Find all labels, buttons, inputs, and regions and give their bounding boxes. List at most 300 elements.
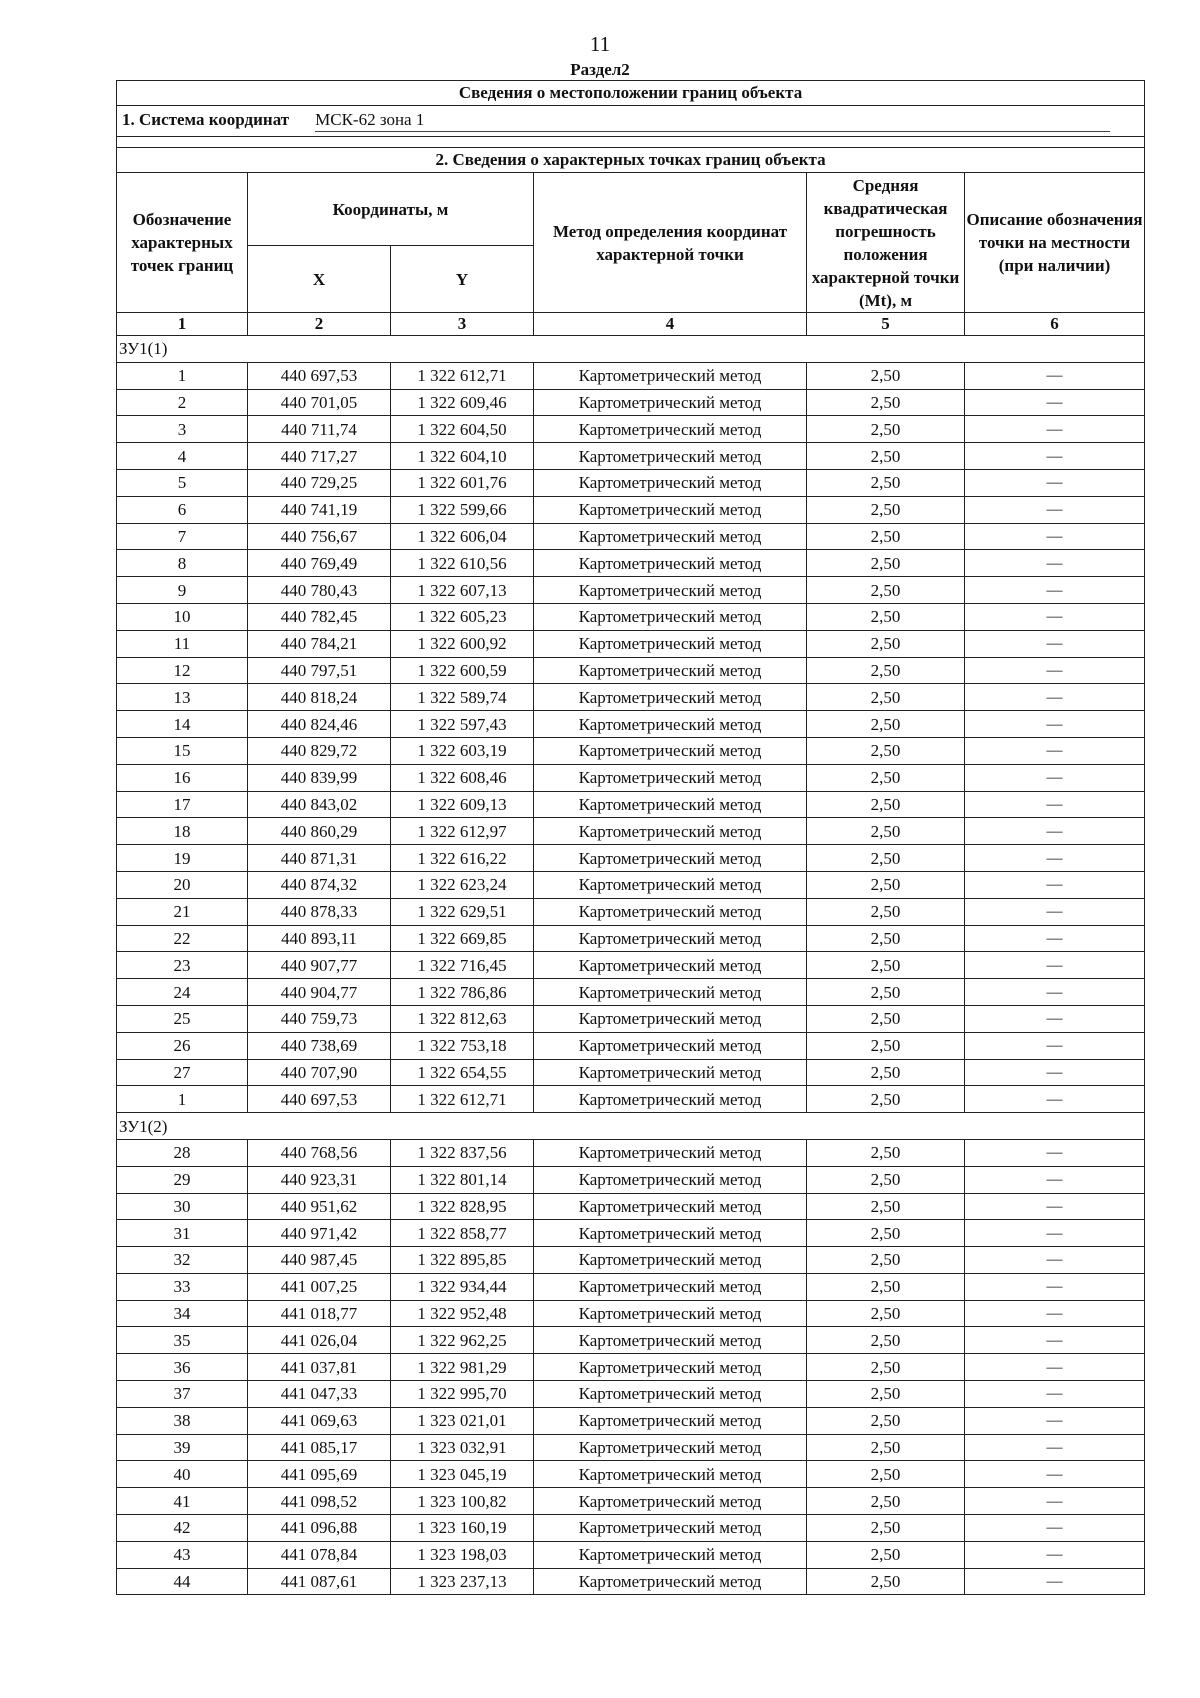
point-number-cell: 1 bbox=[117, 1086, 248, 1113]
method-cell: Картометрический метод bbox=[534, 737, 807, 764]
method-cell: Картометрический метод bbox=[534, 952, 807, 979]
description-cell: — bbox=[965, 845, 1145, 872]
table-row bbox=[117, 898, 1145, 925]
description-cell: — bbox=[965, 737, 1145, 764]
col-header-x: X bbox=[248, 246, 391, 313]
error-cell: 2,50 bbox=[807, 443, 965, 470]
col-header-designation: Обозначение характерных точек границ bbox=[117, 173, 248, 313]
error-cell: 2,50 bbox=[807, 1407, 965, 1434]
point-number-cell: 9 bbox=[117, 577, 248, 604]
table-row bbox=[117, 577, 1145, 604]
y-coordinate-cell: 1 322 609,13 bbox=[391, 791, 534, 818]
error-cell: 2,50 bbox=[807, 818, 965, 845]
point-number-cell: 21 bbox=[117, 898, 248, 925]
point-number-cell: 23 bbox=[117, 952, 248, 979]
description-cell: — bbox=[965, 550, 1145, 577]
col-number: 1 bbox=[117, 313, 248, 336]
x-coordinate-cell: 441 069,63 bbox=[248, 1407, 391, 1434]
point-number-cell: 24 bbox=[117, 979, 248, 1006]
x-coordinate-cell: 440 907,77 bbox=[248, 952, 391, 979]
method-cell: Картометрический метод bbox=[534, 979, 807, 1006]
x-coordinate-cell: 440 780,43 bbox=[248, 577, 391, 604]
y-coordinate-cell: 1 323 237,13 bbox=[391, 1568, 534, 1595]
x-coordinate-cell: 441 007,25 bbox=[248, 1273, 391, 1300]
description-cell: — bbox=[965, 523, 1145, 550]
table-row bbox=[117, 925, 1145, 952]
table-row bbox=[117, 1300, 1145, 1327]
method-cell: Картометрический метод bbox=[534, 496, 807, 523]
error-cell: 2,50 bbox=[807, 416, 965, 443]
error-cell: 2,50 bbox=[807, 1354, 965, 1381]
y-coordinate-cell: 1 322 589,74 bbox=[391, 684, 534, 711]
y-coordinate-cell: 1 322 612,97 bbox=[391, 818, 534, 845]
method-cell: Картометрический метод bbox=[534, 1193, 807, 1220]
x-coordinate-cell: 441 037,81 bbox=[248, 1354, 391, 1381]
error-cell: 2,50 bbox=[807, 1515, 965, 1542]
description-cell: — bbox=[965, 711, 1145, 738]
table-row bbox=[117, 1434, 1145, 1461]
point-number-cell: 14 bbox=[117, 711, 248, 738]
method-cell: Картометрический метод bbox=[534, 1488, 807, 1515]
method-cell: Картометрический метод bbox=[534, 630, 807, 657]
error-cell: 2,50 bbox=[807, 1005, 965, 1032]
x-coordinate-cell: 440 824,46 bbox=[248, 711, 391, 738]
point-number-cell: 26 bbox=[117, 1032, 248, 1059]
table-row bbox=[117, 1541, 1145, 1568]
description-cell: — bbox=[965, 1381, 1145, 1408]
x-coordinate-cell: 441 078,84 bbox=[248, 1541, 391, 1568]
table-row bbox=[117, 1086, 1145, 1113]
y-coordinate-cell: 1 323 045,19 bbox=[391, 1461, 534, 1488]
table-row bbox=[117, 1515, 1145, 1542]
y-coordinate-cell: 1 322 612,71 bbox=[391, 1086, 534, 1113]
method-cell: Картометрический метод bbox=[534, 1515, 807, 1542]
error-cell: 2,50 bbox=[807, 871, 965, 898]
method-cell: Картометрический метод bbox=[534, 523, 807, 550]
error-cell: 2,50 bbox=[807, 1247, 965, 1274]
error-cell: 2,50 bbox=[807, 898, 965, 925]
points-body bbox=[117, 336, 1145, 1595]
x-coordinate-cell: 440 784,21 bbox=[248, 630, 391, 657]
x-coordinate-cell: 440 874,32 bbox=[248, 871, 391, 898]
table-row bbox=[117, 1273, 1145, 1300]
description-cell: — bbox=[965, 389, 1145, 416]
col-header-coordinates: Координаты, м bbox=[248, 173, 534, 246]
x-coordinate-cell: 440 697,53 bbox=[248, 362, 391, 389]
x-coordinate-cell: 440 729,25 bbox=[248, 469, 391, 496]
table-row bbox=[117, 1166, 1145, 1193]
error-cell: 2,50 bbox=[807, 362, 965, 389]
point-number-cell: 5 bbox=[117, 469, 248, 496]
x-coordinate-cell: 441 098,52 bbox=[248, 1488, 391, 1515]
y-coordinate-cell: 1 322 612,71 bbox=[391, 362, 534, 389]
error-cell: 2,50 bbox=[807, 1434, 965, 1461]
error-cell: 2,50 bbox=[807, 1568, 965, 1595]
error-cell: 2,50 bbox=[807, 603, 965, 630]
method-cell: Картометрический метод bbox=[534, 443, 807, 470]
method-cell: Картометрический метод bbox=[534, 1166, 807, 1193]
description-cell: — bbox=[965, 496, 1145, 523]
point-number-cell: 38 bbox=[117, 1407, 248, 1434]
y-coordinate-cell: 1 322 952,48 bbox=[391, 1300, 534, 1327]
y-coordinate-cell: 1 322 812,63 bbox=[391, 1005, 534, 1032]
x-coordinate-cell: 440 782,45 bbox=[248, 603, 391, 630]
x-coordinate-cell: 441 018,77 bbox=[248, 1300, 391, 1327]
x-coordinate-cell: 440 759,73 bbox=[248, 1005, 391, 1032]
method-cell: Картометрический метод bbox=[534, 925, 807, 952]
point-number-cell: 13 bbox=[117, 684, 248, 711]
group-name: ЗУ1(1) bbox=[117, 336, 1145, 363]
col-number: 4 bbox=[534, 313, 807, 336]
y-coordinate-cell: 1 322 981,29 bbox=[391, 1354, 534, 1381]
description-cell: — bbox=[965, 416, 1145, 443]
method-cell: Картометрический метод bbox=[534, 550, 807, 577]
x-coordinate-cell: 440 971,42 bbox=[248, 1220, 391, 1247]
x-coordinate-cell: 441 096,88 bbox=[248, 1515, 391, 1542]
y-coordinate-cell: 1 322 604,50 bbox=[391, 416, 534, 443]
table-row bbox=[117, 684, 1145, 711]
error-cell: 2,50 bbox=[807, 657, 965, 684]
method-cell: Картометрический метод bbox=[534, 1139, 807, 1166]
error-cell: 2,50 bbox=[807, 577, 965, 604]
x-coordinate-cell: 441 087,61 bbox=[248, 1568, 391, 1595]
x-coordinate-cell: 440 860,29 bbox=[248, 818, 391, 845]
table-row bbox=[117, 1193, 1145, 1220]
method-cell: Картометрический метод bbox=[534, 1086, 807, 1113]
point-number-cell: 30 bbox=[117, 1193, 248, 1220]
table-row bbox=[117, 1139, 1145, 1166]
error-cell: 2,50 bbox=[807, 1273, 965, 1300]
description-cell: — bbox=[965, 603, 1145, 630]
description-cell: — bbox=[965, 1407, 1145, 1434]
description-cell: — bbox=[965, 898, 1145, 925]
error-cell: 2,50 bbox=[807, 389, 965, 416]
description-cell: — bbox=[965, 925, 1145, 952]
y-coordinate-cell: 1 322 669,85 bbox=[391, 925, 534, 952]
point-number-cell: 17 bbox=[117, 791, 248, 818]
x-coordinate-cell: 440 923,31 bbox=[248, 1166, 391, 1193]
table-row bbox=[117, 443, 1145, 470]
description-cell: — bbox=[965, 818, 1145, 845]
table-row bbox=[117, 952, 1145, 979]
point-number-cell: 36 bbox=[117, 1354, 248, 1381]
method-cell: Картометрический метод bbox=[534, 1327, 807, 1354]
table-row bbox=[117, 1327, 1145, 1354]
y-coordinate-cell: 1 322 607,13 bbox=[391, 577, 534, 604]
col-number: 3 bbox=[391, 313, 534, 336]
table-row bbox=[117, 362, 1145, 389]
method-cell: Картометрический метод bbox=[534, 603, 807, 630]
y-coordinate-cell: 1 322 623,24 bbox=[391, 871, 534, 898]
group-name: ЗУ1(2) bbox=[117, 1113, 1145, 1140]
description-cell: — bbox=[965, 1515, 1145, 1542]
description-cell: — bbox=[965, 952, 1145, 979]
y-coordinate-cell: 1 322 601,76 bbox=[391, 469, 534, 496]
y-coordinate-cell: 1 322 616,22 bbox=[391, 845, 534, 872]
description-cell: — bbox=[965, 1354, 1145, 1381]
description-cell: — bbox=[965, 1220, 1145, 1247]
point-number-cell: 10 bbox=[117, 603, 248, 630]
error-cell: 2,50 bbox=[807, 845, 965, 872]
table-row bbox=[117, 496, 1145, 523]
point-number-cell: 22 bbox=[117, 925, 248, 952]
coord-system-label: 1. Система координат bbox=[122, 110, 290, 129]
error-cell: 2,50 bbox=[807, 764, 965, 791]
description-cell: — bbox=[965, 469, 1145, 496]
method-cell: Картометрический метод bbox=[534, 1247, 807, 1274]
error-cell: 2,50 bbox=[807, 952, 965, 979]
method-cell: Картометрический метод bbox=[534, 389, 807, 416]
error-cell: 2,50 bbox=[807, 496, 965, 523]
group-row bbox=[117, 336, 1145, 363]
table-row bbox=[117, 791, 1145, 818]
y-coordinate-cell: 1 322 716,45 bbox=[391, 952, 534, 979]
point-number-cell: 15 bbox=[117, 737, 248, 764]
x-coordinate-cell: 440 878,33 bbox=[248, 898, 391, 925]
table-row bbox=[117, 1461, 1145, 1488]
method-cell: Картометрический метод bbox=[534, 1407, 807, 1434]
error-cell: 2,50 bbox=[807, 1541, 965, 1568]
point-number-cell: 35 bbox=[117, 1327, 248, 1354]
error-cell: 2,50 bbox=[807, 791, 965, 818]
description-cell: — bbox=[965, 1461, 1145, 1488]
table-row bbox=[117, 603, 1145, 630]
table-row bbox=[117, 1354, 1145, 1381]
table-row bbox=[117, 818, 1145, 845]
error-cell: 2,50 bbox=[807, 1059, 965, 1086]
y-coordinate-cell: 1 322 629,51 bbox=[391, 898, 534, 925]
description-cell: — bbox=[965, 1193, 1145, 1220]
table-row bbox=[117, 469, 1145, 496]
boundary-table bbox=[116, 80, 1145, 1595]
y-coordinate-cell: 1 322 603,19 bbox=[391, 737, 534, 764]
description-cell: — bbox=[965, 1541, 1145, 1568]
table-row bbox=[117, 1381, 1145, 1408]
description-cell: — bbox=[965, 871, 1145, 898]
col-number: 2 bbox=[248, 313, 391, 336]
y-coordinate-cell: 1 322 837,56 bbox=[391, 1139, 534, 1166]
y-coordinate-cell: 1 322 753,18 bbox=[391, 1032, 534, 1059]
method-cell: Картометрический метод bbox=[534, 1032, 807, 1059]
description-cell: — bbox=[965, 1086, 1145, 1113]
error-cell: 2,50 bbox=[807, 979, 965, 1006]
coord-system-value: МСК-62 зона 1 bbox=[315, 110, 1110, 132]
point-number-cell: 29 bbox=[117, 1166, 248, 1193]
description-cell: — bbox=[965, 657, 1145, 684]
method-cell: Картометрический метод bbox=[534, 1354, 807, 1381]
x-coordinate-cell: 440 818,24 bbox=[248, 684, 391, 711]
table-row bbox=[117, 1059, 1145, 1086]
x-coordinate-cell: 440 904,77 bbox=[248, 979, 391, 1006]
description-cell: — bbox=[965, 1568, 1145, 1595]
x-coordinate-cell: 441 095,69 bbox=[248, 1461, 391, 1488]
point-number-cell: 20 bbox=[117, 871, 248, 898]
y-coordinate-cell: 1 322 828,95 bbox=[391, 1193, 534, 1220]
x-coordinate-cell: 440 717,27 bbox=[248, 443, 391, 470]
error-cell: 2,50 bbox=[807, 1327, 965, 1354]
table-row bbox=[117, 979, 1145, 1006]
table-row bbox=[117, 845, 1145, 872]
col-header-description: Описание обозначения точки на местности (при наличии) bbox=[965, 173, 1145, 313]
description-cell: — bbox=[965, 630, 1145, 657]
table-row bbox=[117, 711, 1145, 738]
y-coordinate-cell: 1 322 786,86 bbox=[391, 979, 534, 1006]
x-coordinate-cell: 440 843,02 bbox=[248, 791, 391, 818]
y-coordinate-cell: 1 322 606,04 bbox=[391, 523, 534, 550]
point-number-cell: 40 bbox=[117, 1461, 248, 1488]
method-cell: Картометрический метод bbox=[534, 657, 807, 684]
method-cell: Картометрический метод bbox=[534, 871, 807, 898]
error-cell: 2,50 bbox=[807, 684, 965, 711]
table-row bbox=[117, 1568, 1145, 1595]
point-number-cell: 16 bbox=[117, 764, 248, 791]
method-cell: Картометрический метод bbox=[534, 711, 807, 738]
x-coordinate-cell: 441 047,33 bbox=[248, 1381, 391, 1408]
x-coordinate-cell: 440 769,49 bbox=[248, 550, 391, 577]
spacer-row bbox=[117, 137, 1145, 148]
method-cell: Картометрический метод bbox=[534, 577, 807, 604]
table-row bbox=[117, 416, 1145, 443]
point-number-cell: 44 bbox=[117, 1568, 248, 1595]
table-row bbox=[117, 764, 1145, 791]
table-heading: Сведения о местоположении границ объекта bbox=[117, 81, 1145, 106]
x-coordinate-cell: 440 871,31 bbox=[248, 845, 391, 872]
x-coordinate-cell: 440 701,05 bbox=[248, 389, 391, 416]
points-heading: 2. Сведения о характерных точках границ объекта bbox=[117, 148, 1145, 173]
description-cell: — bbox=[965, 1273, 1145, 1300]
method-cell: Картометрический метод bbox=[534, 362, 807, 389]
y-coordinate-cell: 1 323 198,03 bbox=[391, 1541, 534, 1568]
error-cell: 2,50 bbox=[807, 1300, 965, 1327]
col-number: 5 bbox=[807, 313, 965, 336]
table-row bbox=[117, 1407, 1145, 1434]
description-cell: — bbox=[965, 1005, 1145, 1032]
method-cell: Картометрический метод bbox=[534, 469, 807, 496]
y-coordinate-cell: 1 323 160,19 bbox=[391, 1515, 534, 1542]
method-cell: Картометрический метод bbox=[534, 791, 807, 818]
description-cell: — bbox=[965, 1032, 1145, 1059]
error-cell: 2,50 bbox=[807, 630, 965, 657]
x-coordinate-cell: 440 738,69 bbox=[248, 1032, 391, 1059]
y-coordinate-cell: 1 322 608,46 bbox=[391, 764, 534, 791]
description-cell: — bbox=[965, 1166, 1145, 1193]
description-cell: — bbox=[965, 764, 1145, 791]
point-number-cell: 11 bbox=[117, 630, 248, 657]
y-coordinate-cell: 1 322 610,56 bbox=[391, 550, 534, 577]
description-cell: — bbox=[965, 979, 1145, 1006]
col-header-y: Y bbox=[391, 246, 534, 313]
y-coordinate-cell: 1 322 995,70 bbox=[391, 1381, 534, 1408]
point-number-cell: 32 bbox=[117, 1247, 248, 1274]
x-coordinate-cell: 440 741,19 bbox=[248, 496, 391, 523]
x-coordinate-cell: 440 707,90 bbox=[248, 1059, 391, 1086]
table-row bbox=[117, 523, 1145, 550]
y-coordinate-cell: 1 322 934,44 bbox=[391, 1273, 534, 1300]
method-cell: Картометрический метод bbox=[534, 1381, 807, 1408]
method-cell: Картометрический метод bbox=[534, 416, 807, 443]
table-row bbox=[117, 1220, 1145, 1247]
method-cell: Картометрический метод bbox=[534, 1434, 807, 1461]
point-number-cell: 18 bbox=[117, 818, 248, 845]
x-coordinate-cell: 440 951,62 bbox=[248, 1193, 391, 1220]
error-cell: 2,50 bbox=[807, 1086, 965, 1113]
point-number-cell: 12 bbox=[117, 657, 248, 684]
x-coordinate-cell: 440 756,67 bbox=[248, 523, 391, 550]
description-cell: — bbox=[965, 791, 1145, 818]
y-coordinate-cell: 1 322 654,55 bbox=[391, 1059, 534, 1086]
x-coordinate-cell: 440 797,51 bbox=[248, 657, 391, 684]
error-cell: 2,50 bbox=[807, 1139, 965, 1166]
error-cell: 2,50 bbox=[807, 925, 965, 952]
point-number-cell: 3 bbox=[117, 416, 248, 443]
error-cell: 2,50 bbox=[807, 1461, 965, 1488]
point-number-cell: 41 bbox=[117, 1488, 248, 1515]
point-number-cell: 4 bbox=[117, 443, 248, 470]
description-cell: — bbox=[965, 1059, 1145, 1086]
description-cell: — bbox=[965, 684, 1145, 711]
method-cell: Картометрический метод bbox=[534, 1005, 807, 1032]
error-cell: 2,50 bbox=[807, 1193, 965, 1220]
point-number-cell: 43 bbox=[117, 1541, 248, 1568]
point-number-cell: 25 bbox=[117, 1005, 248, 1032]
point-number-cell: 2 bbox=[117, 389, 248, 416]
y-coordinate-cell: 1 322 597,43 bbox=[391, 711, 534, 738]
x-coordinate-cell: 440 987,45 bbox=[248, 1247, 391, 1274]
description-cell: — bbox=[965, 1247, 1145, 1274]
error-cell: 2,50 bbox=[807, 469, 965, 496]
table-row bbox=[117, 389, 1145, 416]
y-coordinate-cell: 1 323 021,01 bbox=[391, 1407, 534, 1434]
point-number-cell: 31 bbox=[117, 1220, 248, 1247]
description-cell: — bbox=[965, 1488, 1145, 1515]
y-coordinate-cell: 1 322 609,46 bbox=[391, 389, 534, 416]
section-title: Раздел2 bbox=[570, 60, 630, 79]
method-cell: Картометрический метод bbox=[534, 1541, 807, 1568]
col-header-method: Метод определения координат характерной точки bbox=[534, 173, 807, 313]
description-cell: — bbox=[965, 362, 1145, 389]
y-coordinate-cell: 1 323 100,82 bbox=[391, 1488, 534, 1515]
x-coordinate-cell: 440 829,72 bbox=[248, 737, 391, 764]
point-number-cell: 28 bbox=[117, 1139, 248, 1166]
table-row bbox=[117, 657, 1145, 684]
method-cell: Картометрический метод bbox=[534, 1273, 807, 1300]
point-number-cell: 1 bbox=[117, 362, 248, 389]
y-coordinate-cell: 1 322 599,66 bbox=[391, 496, 534, 523]
point-number-cell: 34 bbox=[117, 1300, 248, 1327]
group-row bbox=[117, 1113, 1145, 1140]
error-cell: 2,50 bbox=[807, 1220, 965, 1247]
error-cell: 2,50 bbox=[807, 1381, 965, 1408]
y-coordinate-cell: 1 322 600,59 bbox=[391, 657, 534, 684]
description-cell: — bbox=[965, 1300, 1145, 1327]
description-cell: — bbox=[965, 1139, 1145, 1166]
y-coordinate-cell: 1 322 600,92 bbox=[391, 630, 534, 657]
point-number-cell: 37 bbox=[117, 1381, 248, 1408]
col-number: 6 bbox=[965, 313, 1145, 336]
method-cell: Картометрический метод bbox=[534, 898, 807, 925]
x-coordinate-cell: 440 768,56 bbox=[248, 1139, 391, 1166]
y-coordinate-cell: 1 322 801,14 bbox=[391, 1166, 534, 1193]
table-row bbox=[117, 1005, 1145, 1032]
point-number-cell: 6 bbox=[117, 496, 248, 523]
error-cell: 2,50 bbox=[807, 1166, 965, 1193]
coord-system-row bbox=[117, 106, 1145, 137]
table-row bbox=[117, 630, 1145, 657]
method-cell: Картометрический метод bbox=[534, 1568, 807, 1595]
error-cell: 2,50 bbox=[807, 1488, 965, 1515]
error-cell: 2,50 bbox=[807, 711, 965, 738]
description-cell: — bbox=[965, 1327, 1145, 1354]
